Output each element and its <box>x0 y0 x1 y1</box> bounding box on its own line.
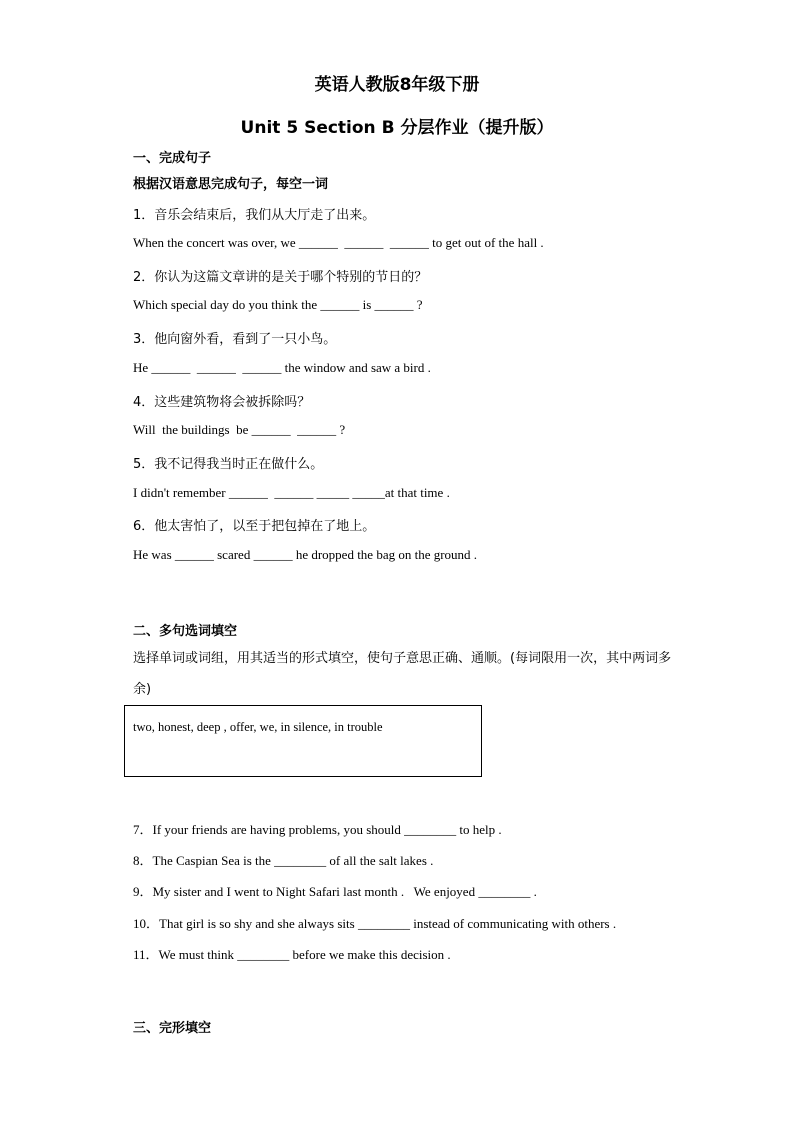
question-3-chinese: 3．他向窗外看，看到了一只小鸟。 <box>133 332 337 347</box>
question-6-chinese: 6．他太害怕了，以至于把包掉在了地上。 <box>133 519 376 534</box>
part2-heading: 二、多句选词填空 <box>133 624 238 639</box>
part2-instruction: 选择单词或词组，用其适当的形式填空，使句子意思正确、通顺。(每词限用一次，其中两词多余) <box>133 651 672 697</box>
question-10: 10．That girl is so shy and she always sits ________ instead of communicating with others . <box>133 916 617 931</box>
question-2-chinese: 2．你认为这篇文章讲的是关于哪个特别的节日的？ <box>133 270 428 285</box>
question-11: 11．We must think ________ before we make this decision . <box>133 947 451 962</box>
question-5-english: I didn't remember ______ ______ _____ _____at that time . <box>133 485 450 500</box>
document-subtitle: Unit 5 Section B 分层作业（提升版） <box>240 118 554 138</box>
question-4-english: Will the buildings be ______ ______ ? <box>133 422 346 437</box>
question-2-english: Which special day do you think the ______ is ______ ? <box>133 297 423 312</box>
question-5-chinese: 5．我不记得我当时正在做什么。 <box>133 457 324 472</box>
word-bank-box: two, honest, deep , offer, we, in silence, in trouble <box>124 705 482 777</box>
question-7: 7．If your friends are having problems, you should ________ to help . <box>133 822 502 837</box>
document-title: 英语人教版8年级下册 <box>314 75 480 95</box>
question-6-english: He was ______ scared ______ he dropped the bag on the ground . <box>133 547 478 562</box>
question-1-english: When the concert was over, we ______ ______ ______ to get out of the hall . <box>133 235 544 250</box>
question-4-chinese: 4．这些建筑物将会被拆除吗？ <box>133 395 311 410</box>
part3-heading: 三、完形填空 <box>133 1021 212 1036</box>
question-1-chinese: 1．音乐会结束后，我们从大厅走了出来。 <box>133 208 376 223</box>
question-9: 9．My sister and I went to Night Safari last month . We enjoyed ________ . <box>133 884 537 899</box>
part1-heading: 一、完成句子 <box>133 151 212 166</box>
question-3-english: He ______ ______ ______ the window and saw a bird . <box>133 360 431 375</box>
question-8: 8．The Caspian Sea is the ________ of all the salt lakes . <box>133 853 434 868</box>
part1-instruction: 根据汉语意思完成句子，每空一词 <box>133 177 329 192</box>
